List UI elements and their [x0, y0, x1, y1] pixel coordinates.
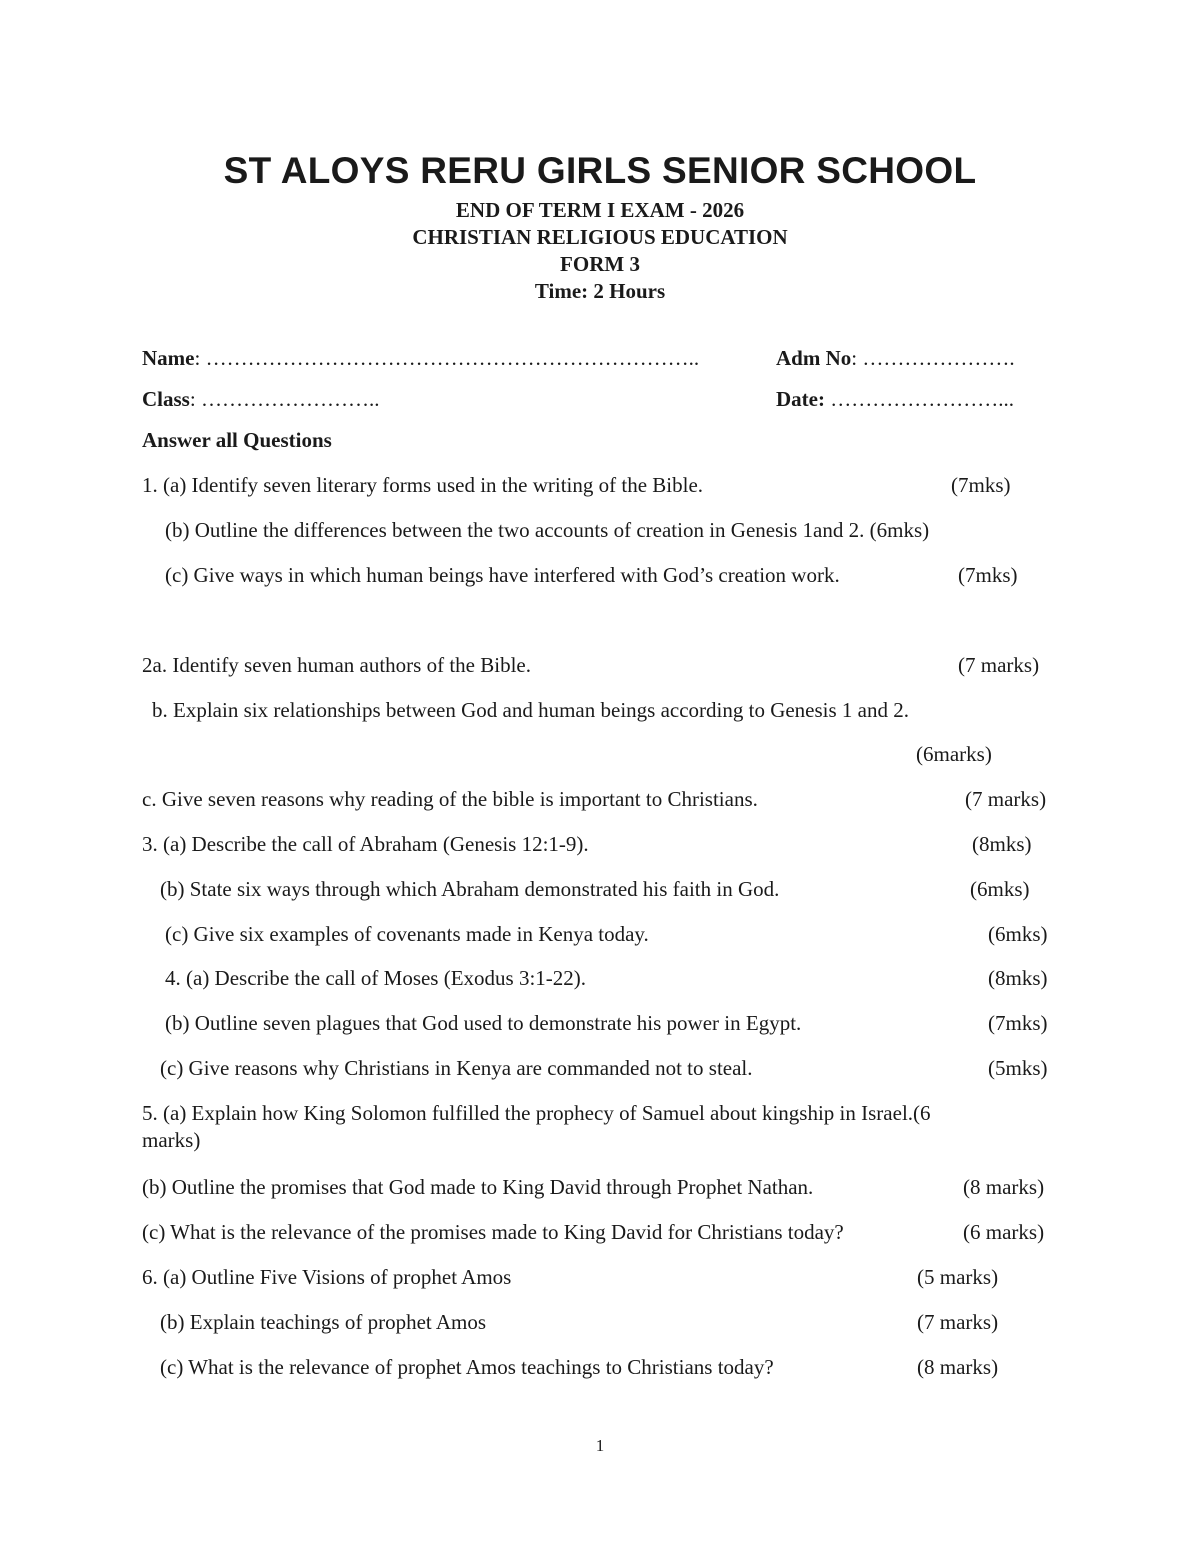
instructions: Answer all Questions	[142, 428, 332, 452]
question-4c: (c) Give reasons why Christians in Kenya are commanded not to steal.	[160, 1056, 753, 1080]
marks-1c: (7mks)	[958, 563, 1018, 587]
question-4a: 4. (a) Describe the call of Moses (Exodus 3:1-22).	[165, 966, 587, 990]
marks-4c: (5mks)	[988, 1056, 1048, 1080]
marks-6c: (8 marks)	[917, 1355, 999, 1379]
adm-label: Adm No	[776, 346, 852, 370]
question-4b: (b) Outline seven plagues that God used to demonstrate his power in Egypt.	[165, 1011, 802, 1035]
adm-line: : ………………….	[851, 346, 1015, 370]
question-5b: (b) Outline the promises that God made to King David through Prophet Nathan.	[142, 1175, 814, 1199]
question-5a-continued: marks)	[142, 1128, 201, 1152]
question-2c: c. Give seven reasons why reading of the bible is important to Christians.	[142, 787, 758, 811]
exam-title: END OF TERM I EXAM - 2026	[455, 198, 745, 222]
question-1b: (b) Outline the differences between the two accounts of creation in Genesis 1and 2. (6mks)	[165, 518, 930, 542]
marks-3b: (6mks)	[970, 877, 1030, 901]
school-name: ST ALOYS RERU GIRLS SENIOR SCHOOL	[223, 150, 977, 191]
time-allowed: Time: 2 Hours	[534, 279, 666, 303]
name-field	[142, 346, 699, 371]
marks-6a: (5 marks)	[917, 1265, 999, 1289]
marks-5b: (8 marks)	[963, 1175, 1045, 1199]
class-line: : ……………………..	[189, 387, 380, 411]
marks-1a: (7mks)	[951, 473, 1011, 497]
page-number: 1	[595, 1436, 605, 1455]
question-1c: (c) Give ways in which human beings have interfered with God’s creation work.	[165, 563, 840, 587]
marks-2b: (6marks)	[916, 742, 992, 766]
marks-2c: (7 marks)	[965, 787, 1047, 811]
name-label: Name	[142, 346, 195, 370]
subject-title: CHRISTIAN RELIGIOUS EDUCATION	[412, 225, 788, 249]
marks-2a: (7 marks)	[958, 653, 1040, 677]
marks-3a: (8mks)	[972, 832, 1032, 856]
question-3b: (b) State six ways through which Abraham demonstrated his faith in God.	[160, 877, 780, 901]
date-line: ……………………...	[824, 387, 1014, 411]
question-2a: 2a. Identify seven human authors of the Bible.	[142, 653, 531, 677]
question-5a: 5. (a) Explain how King Solomon fulfilled the prophecy of Samuel about kingship in Israel.(6	[142, 1101, 931, 1125]
marks-4a: (8mks)	[988, 966, 1048, 990]
question-6c: (c) What is the relevance of prophet Amos teachings to Christians today?	[160, 1355, 774, 1379]
question-6b: (b) Explain teachings of prophet Amos	[160, 1310, 487, 1334]
date-field	[776, 387, 1014, 412]
class-label: Class	[142, 387, 190, 411]
class-field	[142, 387, 379, 412]
question-5c: (c) What is the relevance of the promises made to King David for Christians today?	[142, 1220, 844, 1244]
question-3c: (c) Give six examples of covenants made in Kenya today.	[165, 922, 649, 946]
marks-5c: (6 marks)	[963, 1220, 1045, 1244]
form-title: FORM 3	[560, 252, 640, 276]
question-1a: 1. (a) Identify seven literary forms used in the writing of the Bible.	[142, 473, 704, 497]
marks-3c: (6mks)	[988, 922, 1048, 946]
adm-field	[776, 346, 1015, 371]
question-3a: 3. (a) Describe the call of Abraham (Genesis 12:1-9).	[142, 832, 589, 856]
question-2b: b. Explain six relationships between God and human beings according to Genesis 1 and 2.	[152, 698, 910, 722]
name-line: : ……………………………………………………………..	[194, 346, 700, 370]
date-label: Date:	[776, 387, 825, 411]
marks-6b: (7 marks)	[917, 1310, 999, 1334]
question-6a: 6. (a) Outline Five Visions of prophet Amos	[142, 1265, 512, 1289]
marks-4b: (7mks)	[988, 1011, 1048, 1035]
